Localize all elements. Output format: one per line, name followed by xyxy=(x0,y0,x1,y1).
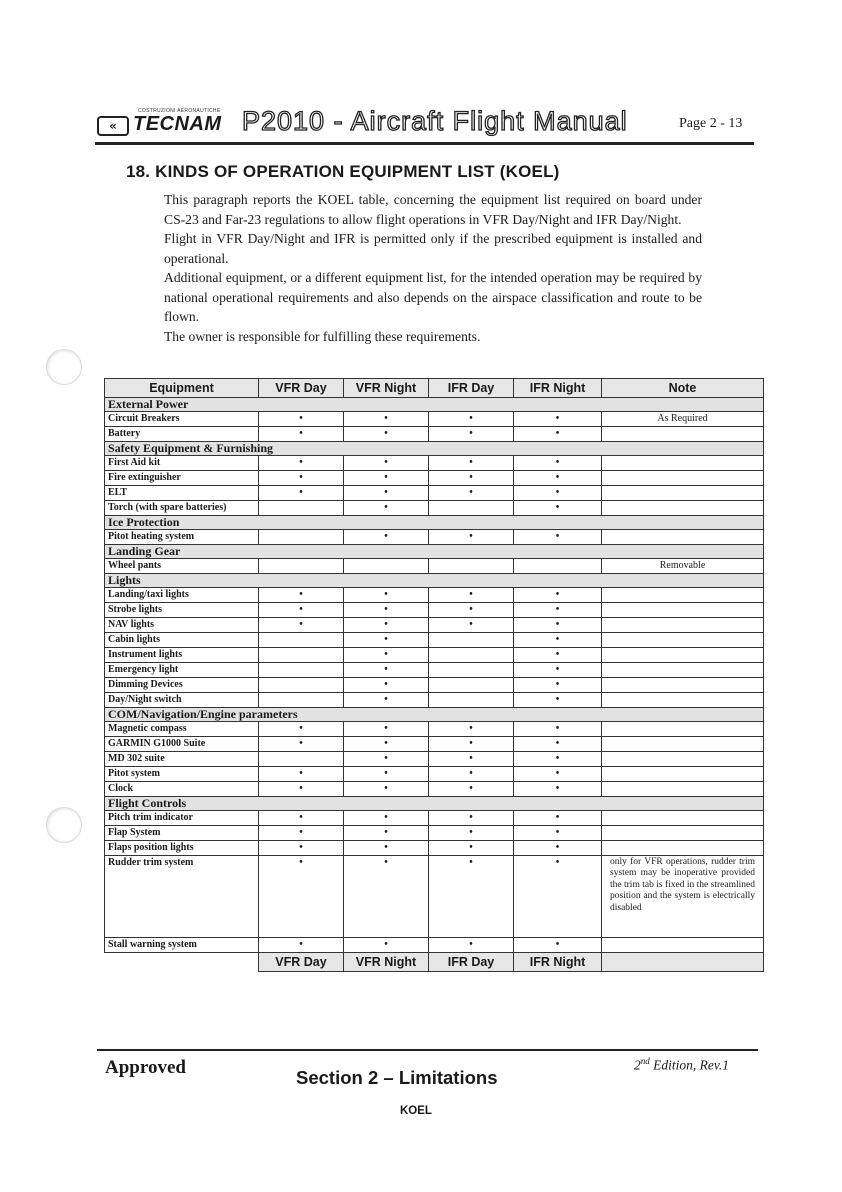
column-header: Note xyxy=(602,379,764,398)
requirement-mark: • xyxy=(429,412,514,427)
requirement-mark: • xyxy=(259,427,344,442)
requirement-mark: • xyxy=(429,722,514,737)
requirement-mark xyxy=(429,633,514,648)
requirement-mark xyxy=(429,678,514,693)
requirement-mark: • xyxy=(514,648,602,663)
table-row xyxy=(105,486,764,501)
requirement-mark: • xyxy=(344,938,429,953)
table-row xyxy=(105,559,764,574)
table-row xyxy=(105,752,764,767)
note-cell xyxy=(602,938,764,953)
requirement-mark: • xyxy=(514,678,602,693)
manual-title: P2010 - Aircraft Flight Manual xyxy=(242,106,628,136)
equipment-name: Landing/taxi lights xyxy=(105,588,259,603)
requirement-mark: • xyxy=(429,856,514,938)
requirement-mark xyxy=(259,693,344,708)
requirement-mark: • xyxy=(514,486,602,501)
requirement-mark: • xyxy=(344,737,429,752)
requirement-mark: • xyxy=(514,412,602,427)
requirement-mark xyxy=(259,559,344,574)
requirement-mark: • xyxy=(514,603,602,618)
note-cell xyxy=(602,782,764,797)
table-row xyxy=(105,588,764,603)
equipment-name: Dimming Devices xyxy=(105,678,259,693)
requirement-mark: • xyxy=(344,752,429,767)
group-row xyxy=(105,442,764,456)
requirement-mark xyxy=(259,678,344,693)
paragraph: This paragraph reports the KOEL table, concerning the equipment list required on board under CS-23 and Far-23 regulations to allow flight operations in VFR Day/Night and IFR Day/Night. xyxy=(164,192,702,227)
requirement-mark: • xyxy=(344,471,429,486)
requirement-mark: • xyxy=(344,782,429,797)
paragraph: The owner is responsible for fulfilling these requirements. xyxy=(164,328,481,344)
requirement-mark: • xyxy=(344,678,429,693)
column-footer: VFR Day xyxy=(259,953,344,972)
table-row xyxy=(105,412,764,427)
header-divider xyxy=(95,142,754,145)
requirement-mark: • xyxy=(429,471,514,486)
table-row xyxy=(105,663,764,678)
requirement-mark: • xyxy=(344,588,429,603)
table-row xyxy=(105,603,764,618)
requirement-mark: • xyxy=(259,456,344,471)
note-cell xyxy=(602,603,764,618)
requirement-mark: • xyxy=(344,486,429,501)
requirement-mark: • xyxy=(344,603,429,618)
requirement-mark: • xyxy=(259,737,344,752)
note-cell: Removable xyxy=(602,559,764,574)
requirement-mark: • xyxy=(344,633,429,648)
requirement-mark: • xyxy=(514,618,602,633)
note-cell xyxy=(602,456,764,471)
requirement-mark: • xyxy=(344,841,429,856)
table-row xyxy=(105,856,764,938)
note-cell xyxy=(602,722,764,737)
table-body xyxy=(105,398,764,953)
group-row xyxy=(105,545,764,559)
equipment-name: Rudder trim system xyxy=(105,856,259,938)
table-row xyxy=(105,633,764,648)
table-row xyxy=(105,722,764,737)
requirement-mark: • xyxy=(514,456,602,471)
requirement-mark: • xyxy=(259,603,344,618)
note-cell xyxy=(602,427,764,442)
requirement-mark: • xyxy=(514,737,602,752)
edition-text: Edition, Rev.1 xyxy=(649,1057,729,1073)
requirement-mark: • xyxy=(514,588,602,603)
requirement-mark: • xyxy=(259,938,344,953)
table-row xyxy=(105,938,764,953)
table-header-row xyxy=(105,379,764,398)
column-header: IFR Night xyxy=(514,379,602,398)
note-cell xyxy=(602,588,764,603)
table-row xyxy=(105,841,764,856)
brand-name: TECNAM xyxy=(133,113,222,135)
requirement-mark: • xyxy=(429,530,514,545)
requirement-mark: • xyxy=(344,826,429,841)
requirement-mark: • xyxy=(514,811,602,826)
requirement-mark xyxy=(429,648,514,663)
equipment-name: Battery xyxy=(105,427,259,442)
requirement-mark: • xyxy=(259,811,344,826)
equipment-name: Circuit Breakers xyxy=(105,412,259,427)
requirement-mark: • xyxy=(259,588,344,603)
note-cell xyxy=(602,663,764,678)
footer-blank xyxy=(602,953,764,972)
note-cell xyxy=(602,633,764,648)
equipment-name: Pitch trim indicator xyxy=(105,811,259,826)
requirement-mark: • xyxy=(344,618,429,633)
equipment-name: First Aid kit xyxy=(105,456,259,471)
requirement-mark: • xyxy=(429,618,514,633)
table-row xyxy=(105,501,764,516)
requirement-mark: • xyxy=(429,456,514,471)
table-row xyxy=(105,767,764,782)
table-row xyxy=(105,826,764,841)
requirement-mark: • xyxy=(429,603,514,618)
requirement-mark xyxy=(344,559,429,574)
table-row xyxy=(105,471,764,486)
requirement-mark: • xyxy=(344,693,429,708)
requirement-mark: • xyxy=(429,486,514,501)
column-footer: IFR Day xyxy=(429,953,514,972)
group-label: Ice Protection xyxy=(105,516,764,530)
table-row xyxy=(105,456,764,471)
requirement-mark: • xyxy=(344,722,429,737)
note-cell xyxy=(602,486,764,501)
column-header: VFR Night xyxy=(344,379,429,398)
requirement-mark xyxy=(259,752,344,767)
requirement-mark: • xyxy=(344,456,429,471)
requirement-mark: • xyxy=(259,722,344,737)
requirement-mark: • xyxy=(514,767,602,782)
equipment-name: Wheel pants xyxy=(105,559,259,574)
requirement-mark xyxy=(429,693,514,708)
equipment-name: Strobe lights xyxy=(105,603,259,618)
requirement-mark: • xyxy=(514,782,602,797)
requirement-mark: • xyxy=(344,648,429,663)
requirement-mark: • xyxy=(429,938,514,953)
note-cell xyxy=(602,471,764,486)
group-row xyxy=(105,516,764,530)
requirement-mark: • xyxy=(259,782,344,797)
requirement-mark: • xyxy=(514,501,602,516)
table-row xyxy=(105,618,764,633)
note-cell xyxy=(602,841,764,856)
requirement-mark: • xyxy=(344,663,429,678)
requirement-mark: • xyxy=(429,588,514,603)
koel-table xyxy=(104,378,764,972)
requirement-mark: • xyxy=(514,856,602,938)
section-body xyxy=(164,190,702,346)
group-row xyxy=(105,708,764,722)
requirement-mark: • xyxy=(514,471,602,486)
note-cell xyxy=(602,530,764,545)
requirement-mark: • xyxy=(514,633,602,648)
requirement-mark: • xyxy=(514,841,602,856)
requirement-mark: • xyxy=(429,752,514,767)
note-cell xyxy=(602,811,764,826)
requirement-mark: • xyxy=(259,618,344,633)
section-footer-title: Section 2 – Limitations xyxy=(296,1067,498,1088)
equipment-name: Stall warning system xyxy=(105,938,259,953)
requirement-mark xyxy=(259,530,344,545)
note-cell xyxy=(602,737,764,752)
brand-subtitle: COSTRUZIONI AERONAUTICHE xyxy=(138,108,221,114)
paragraph: Additional equipment, or a different equipment list, for the intended operation may be required by national operational requirements and also depends on the airspace classification and route to be flown. xyxy=(164,270,702,324)
column-header: Equipment xyxy=(105,379,259,398)
group-label: Landing Gear xyxy=(105,545,764,559)
equipment-name: MD 302 suite xyxy=(105,752,259,767)
requirement-mark: • xyxy=(429,841,514,856)
requirement-mark: • xyxy=(344,530,429,545)
note-cell xyxy=(602,693,764,708)
requirement-mark xyxy=(259,648,344,663)
requirement-mark xyxy=(429,663,514,678)
edition-suffix: nd xyxy=(640,1056,650,1066)
requirement-mark: • xyxy=(344,412,429,427)
equipment-name: Pitot system xyxy=(105,767,259,782)
edition-label xyxy=(634,1056,729,1074)
table-footer-row xyxy=(105,953,764,972)
equipment-name: Pitot heating system xyxy=(105,530,259,545)
group-row xyxy=(105,574,764,588)
table-row xyxy=(105,530,764,545)
equipment-name: Cabin lights xyxy=(105,633,259,648)
requirement-mark: • xyxy=(344,767,429,782)
requirement-mark xyxy=(429,501,514,516)
group-label: Flight Controls xyxy=(105,797,764,811)
note-cell xyxy=(602,618,764,633)
requirement-mark: • xyxy=(259,471,344,486)
requirement-mark: • xyxy=(514,530,602,545)
requirement-mark: • xyxy=(514,427,602,442)
section-title: 18. KINDS OF OPERATION EQUIPMENT LIST (KOEL) xyxy=(126,162,560,181)
note-cell: As Required xyxy=(602,412,764,427)
paragraph: Flight in VFR Day/Night and IFR is permitted only if the prescribed equipment is installed and operational. xyxy=(164,231,702,266)
table-row xyxy=(105,782,764,797)
table-row xyxy=(105,811,764,826)
equipment-name: Flap System xyxy=(105,826,259,841)
note-cell xyxy=(602,501,764,516)
equipment-name: Day/Night switch xyxy=(105,693,259,708)
footer-divider xyxy=(97,1049,758,1051)
requirement-mark: • xyxy=(259,841,344,856)
requirement-mark: • xyxy=(429,737,514,752)
page-number: Page 2 - 13 xyxy=(679,116,743,131)
footer-koel-label: KOEL xyxy=(400,1105,432,1117)
requirement-mark: • xyxy=(259,826,344,841)
group-label: COM/Navigation/Engine parameters xyxy=(105,708,764,722)
equipment-name: Torch (with spare batteries) xyxy=(105,501,259,516)
column-footer: IFR Night xyxy=(514,953,602,972)
group-label: External Power xyxy=(105,398,764,412)
approved-label: Approved xyxy=(105,1057,186,1078)
tecnam-logo-icon: « xyxy=(97,116,129,136)
requirement-mark: • xyxy=(259,486,344,501)
requirement-mark xyxy=(259,633,344,648)
equipment-name: Magnetic compass xyxy=(105,722,259,737)
group-row xyxy=(105,398,764,412)
hole-punch xyxy=(46,807,82,843)
equipment-name: Flaps position lights xyxy=(105,841,259,856)
requirement-mark: • xyxy=(514,693,602,708)
requirement-mark xyxy=(514,559,602,574)
column-footer: VFR Night xyxy=(344,953,429,972)
table-row xyxy=(105,737,764,752)
equipment-name: Emergency light xyxy=(105,663,259,678)
note-cell xyxy=(602,678,764,693)
requirement-mark: • xyxy=(259,856,344,938)
requirement-mark: • xyxy=(514,826,602,841)
equipment-name: Instrument lights xyxy=(105,648,259,663)
table-row xyxy=(105,693,764,708)
note-cell xyxy=(602,648,764,663)
requirement-mark: • xyxy=(344,501,429,516)
equipment-name: Clock xyxy=(105,782,259,797)
footer-spacer xyxy=(105,953,259,972)
requirement-mark: • xyxy=(429,782,514,797)
group-label: Lights xyxy=(105,574,764,588)
requirement-mark: • xyxy=(429,427,514,442)
table-row xyxy=(105,678,764,693)
requirement-mark xyxy=(429,559,514,574)
equipment-name: NAV lights xyxy=(105,618,259,633)
requirement-mark: • xyxy=(514,938,602,953)
note-cell: only for VFR operations, rudder trim system may be inoperative provided the trim tab is fixed in the streamlined position and the system is electrically disabled xyxy=(602,856,764,938)
requirement-mark: • xyxy=(429,767,514,782)
note-cell xyxy=(602,752,764,767)
edition-number: 2 xyxy=(634,1057,641,1073)
note-cell xyxy=(602,826,764,841)
requirement-mark: • xyxy=(514,752,602,767)
hole-punch xyxy=(46,349,82,385)
requirement-mark: • xyxy=(344,427,429,442)
equipment-name: Fire extinguisher xyxy=(105,471,259,486)
requirement-mark: • xyxy=(344,856,429,938)
requirement-mark: • xyxy=(514,663,602,678)
requirement-mark xyxy=(259,663,344,678)
requirement-mark xyxy=(259,501,344,516)
requirement-mark: • xyxy=(344,811,429,826)
note-cell xyxy=(602,767,764,782)
group-label: Safety Equipment & Furnishing xyxy=(105,442,764,456)
equipment-name: GARMIN G1000 Suite xyxy=(105,737,259,752)
column-header: IFR Day xyxy=(429,379,514,398)
requirement-mark: • xyxy=(259,767,344,782)
requirement-mark: • xyxy=(429,811,514,826)
requirement-mark: • xyxy=(259,412,344,427)
requirement-mark: • xyxy=(429,826,514,841)
table-row xyxy=(105,427,764,442)
table-row xyxy=(105,648,764,663)
equipment-name: ELT xyxy=(105,486,259,501)
group-row xyxy=(105,797,764,811)
requirement-mark: • xyxy=(514,722,602,737)
column-header: VFR Day xyxy=(259,379,344,398)
